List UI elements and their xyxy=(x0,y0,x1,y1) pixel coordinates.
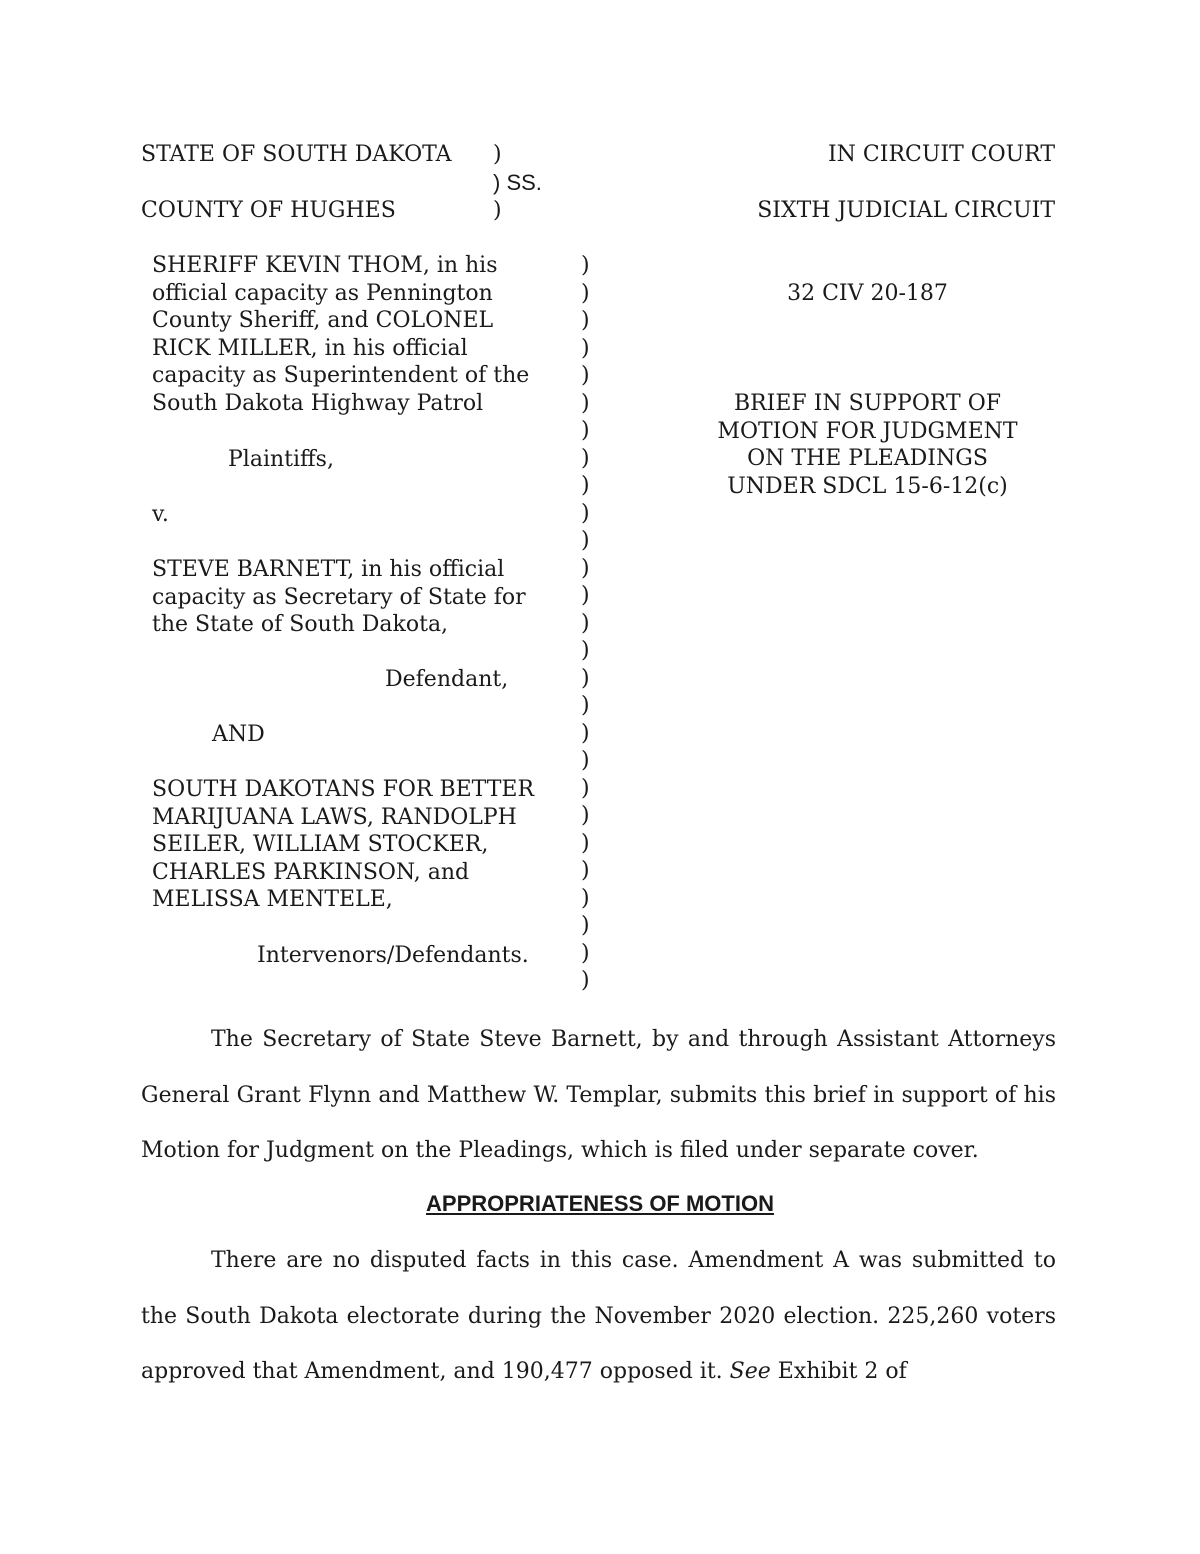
title-line: BRIEF IN SUPPORT OF xyxy=(733,391,1002,416)
intervenor-line: SEILER, WILLIAM STOCKER, xyxy=(152,832,489,857)
state-caption: STATE OF SOUTH DAKOTA xyxy=(141,142,452,167)
circuit-name: SIXTH JUDICIAL CIRCUIT xyxy=(757,198,1055,223)
caption-parenthesis-column: ) ) ) ) ) ) ) ) ) ) ) ) ) ) ) ) ) ) ) ) ) ) ) ) ) ) ) xyxy=(581,253,590,993)
intervenor-line: CHARLES PARKINSON, and xyxy=(152,859,470,885)
intro-paragraph: The Secretary of State Steve Barnett, by and through Assistant Attorneys General Grant Flynn and Matthew W. Templar, submits this brief in support of his Motion for Judgment on the Pleadings, which is filed under separate cover. xyxy=(141,1027,1056,1163)
court-name: IN CIRCUIT COURT xyxy=(827,142,1055,167)
plaintiffs-line: official capacity as Pennington xyxy=(152,280,493,306)
ss-marker: ) SS. xyxy=(493,170,542,195)
county-caption: COUNTY OF HUGHES xyxy=(141,198,396,223)
defendant-block xyxy=(152,556,526,639)
intervenors-label: Intervenors/Defendants. xyxy=(257,943,529,968)
case-number: 32 CIV 20-187 xyxy=(787,281,948,306)
caption-paren-top: ) xyxy=(493,142,502,167)
document-title xyxy=(680,390,1055,500)
intervenors-block xyxy=(152,776,534,914)
versus: v. xyxy=(152,502,169,527)
title-line: UNDER SDCL 15-6-12(c) xyxy=(727,473,1008,499)
and-connector: AND xyxy=(212,722,265,747)
plaintiffs-line: SHERIFF KEVIN THOM, in his xyxy=(152,253,498,278)
intervenor-line: MELISSA MENTELE, xyxy=(152,887,393,912)
plaintiffs-block xyxy=(152,252,529,417)
defendant-label: Defendant, xyxy=(385,667,509,692)
caption-paren-bottom: ) xyxy=(493,198,502,223)
plaintiffs-line: capacity as Superintendent of the xyxy=(152,363,530,388)
plaintiffs-line: RICK MILLER, in his official xyxy=(152,335,468,361)
plaintiffs-line: South Dakota Highway Patrol xyxy=(152,390,484,416)
defendant-line: capacity as Secretary of State for xyxy=(152,584,526,610)
defendant-line: the State of South Dakota, xyxy=(152,612,449,637)
plaintiffs-line: County Sheriff, and COLONEL xyxy=(152,308,494,333)
section-heading: APPROPRIATENESS OF MOTION xyxy=(426,1191,774,1216)
intervenor-line: MARIJUANA LAWS, RANDOLPH xyxy=(152,804,517,830)
see-signal: See xyxy=(729,1359,771,1384)
title-line: MOTION FOR JUDGMENT xyxy=(717,418,1018,444)
plaintiffs-label: Plaintiffs, xyxy=(228,447,334,472)
title-line: ON THE PLEADINGS xyxy=(747,446,988,471)
defendant-line: STEVE BARNETT, in his official xyxy=(152,557,505,582)
section-paragraph: There are no disputed facts in this case. Amendment A was submitted to the South Dakota electorate during the November 2020 election. 225,260 voters approved that Amendment, and 190,477 opposed it. See Exhibit 2 of xyxy=(141,1248,1056,1384)
intervenor-line: SOUTH DAKOTANS FOR BETTER xyxy=(152,777,535,802)
